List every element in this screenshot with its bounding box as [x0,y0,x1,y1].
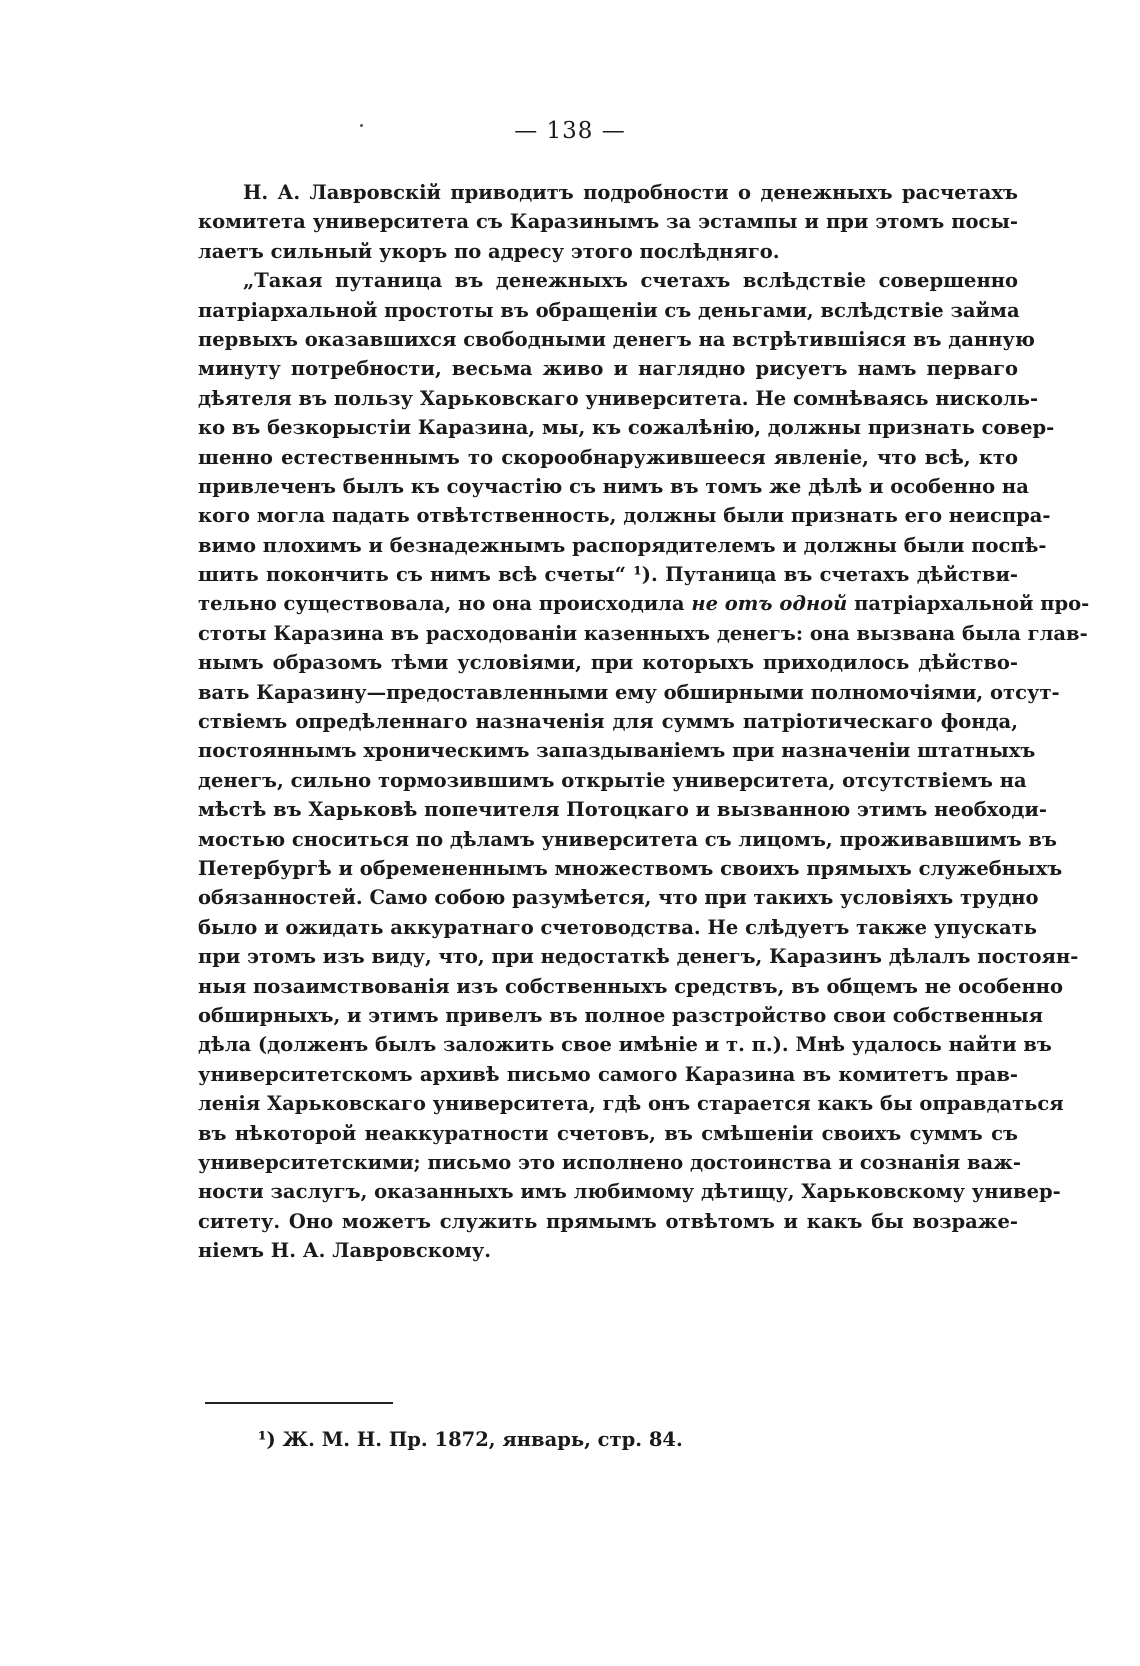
text-line-with-italic [198,589,1090,618]
text-line: было и ожидать аккуратнаго счетоводства. Не слѣдуетъ также упускать [198,915,1037,939]
text-line: университетскими; письмо это исполнено достоинства и сознанія важ- [198,1150,1021,1174]
text-line: въ нѣкоторой неаккуратности счетовъ, въ смѣшеніи своихъ суммъ съ [198,1121,1018,1145]
text-line: дѣла (долженъ былъ заложить свое имѣніе и т. п.). Мнѣ удалось найти въ [198,1033,1052,1057]
line-text: патріархальной про- [847,592,1090,616]
text-line: ленія Харьковскаго университета, гдѣ онъ старается какъ бы оправдаться [198,1092,1064,1116]
text-line: стоты Каразина въ расходованіи казенныхъ денегъ: она вызвана была глав- [198,621,1088,645]
text-line: шенно естественнымъ то скорообнаружившееся явленіе, что всѣ, кто [198,445,1018,469]
text-line: университетскомъ архивѣ письмо самого Каразина въ комитетъ прав- [198,1062,1018,1086]
text-line: кого могла падать отвѣтственность, должны были признать его неиспра- [198,504,1051,528]
italic-emphasis: не отъ одной [691,592,848,616]
text-line: обширныхъ, и этимъ привелъ въ полное разстройство свои собственныя [198,1003,1044,1027]
text-line: Н. А. Лавровскій приводитъ подробности о денежныхъ расчетахъ [243,181,1018,204]
text-line: лаетъ сильный укоръ по адресу этого послѣдняго. [198,239,780,263]
text-line: ствіемъ опредѣленнаго назначенія для суммъ патріотическаго фонда, [198,710,1018,734]
text-line: при этомъ изъ виду, что, при недостаткѣ денегъ, Каразинъ дѣлалъ постоян- [198,945,1079,969]
text-line: ситету. Оно можетъ служить прямымъ отвѣтомъ и какъ бы возраже- [198,1209,1018,1233]
text-line: мостью сноситься по дѣламъ университета съ лицомъ, проживавшимъ въ [198,827,1057,851]
text-line: ніемъ Н. А. Лавровскому. [198,1239,492,1263]
text-line: денегъ, сильно тормозившимъ открытіе университета, отсутствіемъ на [198,768,1027,792]
footnote-divider [205,1402,393,1404]
text-line: минуту потребности, весьма живо и наглядно рисуетъ намъ перваго [198,357,1018,381]
text-line: ко въ безкорыстіи Каразина, мы, къ сожалѣнію, должны признать совер- [198,416,1055,440]
text-line: шить покончить съ нимъ всѣ счеты“ ¹). Путаница въ счетахъ дѣйстви- [198,563,1018,587]
text-line: патріархальной простоты въ обращеніи съ деньгами, вслѣдствіе займа [198,298,1020,322]
page-number: — 138 — [514,118,626,144]
body-text [198,178,1090,1265]
text-line: первыхъ оказавшихся свободными денегъ на встрѣтившіяся въ данную [198,327,1035,351]
text-line: вать Каразину—предоставленными ему обширными полномочіями, отсут- [198,680,1060,704]
text-line: привлеченъ былъ къ соучастію съ нимъ въ томъ же дѣлѣ и особенно на [198,474,1029,498]
line-text: тельно существовала, но она происходила [198,592,692,616]
text-line: вимо плохимъ и безнадежнымъ распорядителемъ и должны были поспѣ- [198,533,1047,557]
text-line: мѣстѣ въ Харьковѣ попечителя Потоцкаго и вызванною этимъ необходи- [198,798,1047,822]
text-line: ности заслугъ, оказанныхъ имъ любимому дѣтищу, Харьковскому универ- [198,1180,1061,1204]
text-line: дѣятеля въ пользу Харьковскаго университета. Не сомнѣваясь нисколь- [198,386,1039,410]
text-line: „Такая путаница въ денежныхъ счетахъ вслѣдствіе совершенно [243,269,1018,293]
text-line: обязанностей. Само собою разумѣется, что при такихъ условіяхъ трудно [198,886,1039,910]
footnote: ¹) Ж. М. Н. Пр. 1872, январь, стр. 84. [258,1428,683,1451]
text-line: Петербургѣ и обремененнымъ множествомъ своихъ прямыхъ служебныхъ [198,856,1063,880]
text-line: комитета университета съ Каразинымъ за эстампы и при этомъ посы- [198,210,1018,234]
text-line: нымъ образомъ тѣми условіями, при которыхъ приходилось дѣйство- [198,651,1018,675]
text-line: ныя позаимствованія изъ собственныхъ средствъ, въ общемъ не особенно [198,974,1064,998]
text-line: постояннымъ хроническимъ запаздываніемъ при назначеніи штатныхъ [198,739,1036,763]
